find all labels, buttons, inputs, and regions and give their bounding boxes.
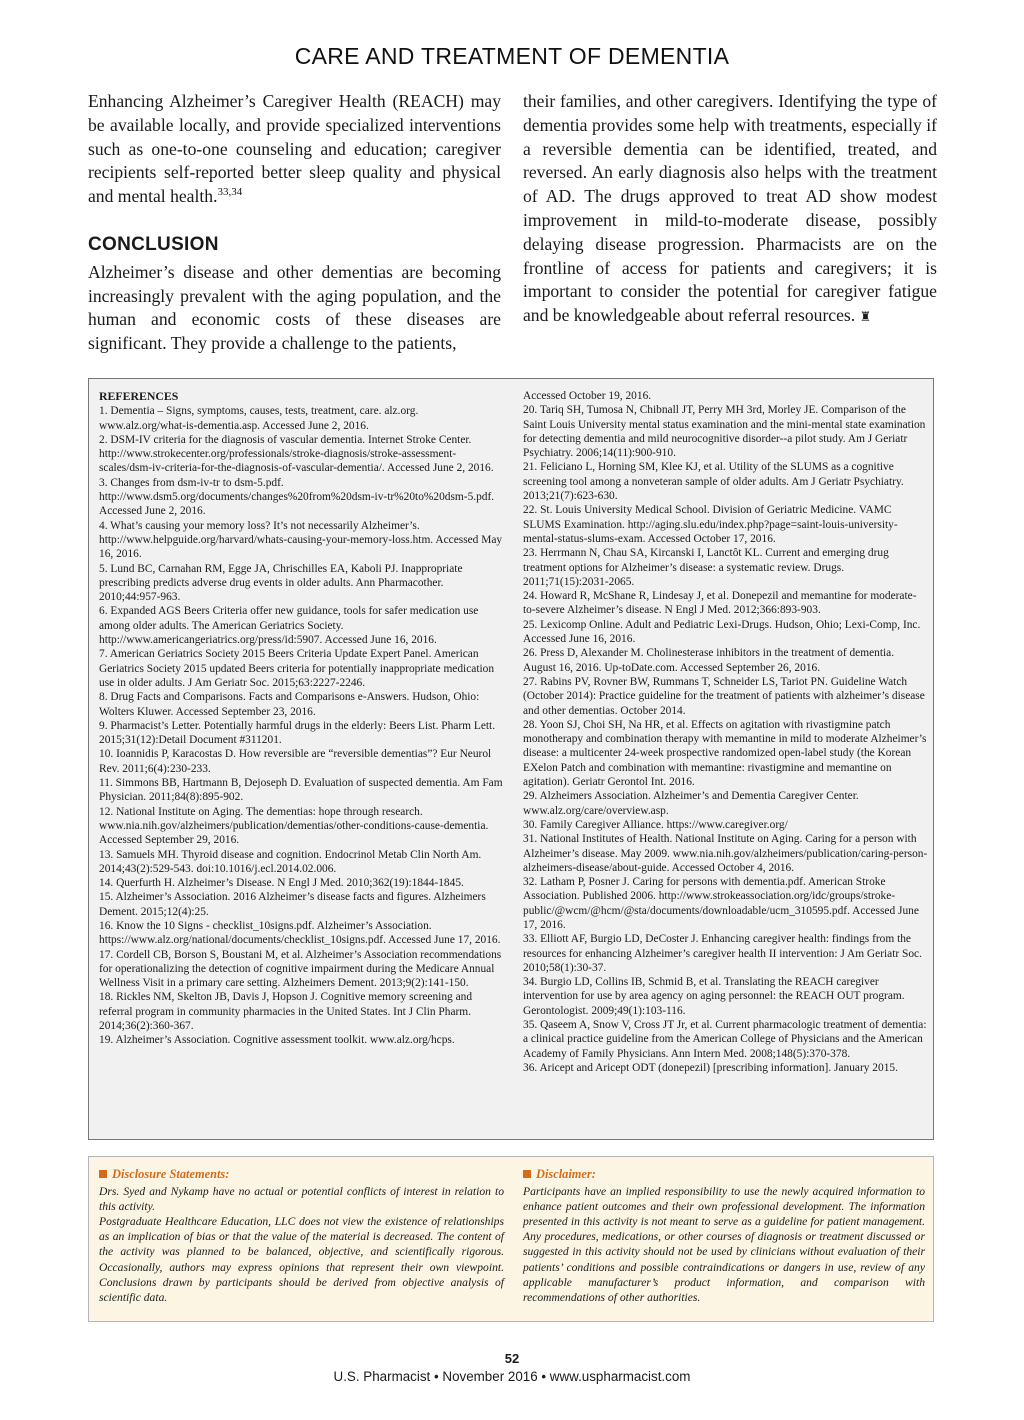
footer-publication-line: U.S. Pharmacist • November 2016 • www.uspharmacist.com bbox=[333, 1369, 691, 1384]
disclaimer-text: Participants have an implied responsibility to use the newly acquired information to enhance patient outcomes and their own professional development. The information presented in this activity is not meant to serve as a guideline for patient management. Any procedures, medications, or other courses of diagnosis or treatment discussed or suggested in this activity should not be used by clinicians without evaluation of their patients’ conditions and possible contraindications or dangers in use, review of any applicable manufacturer’s product information, and comparison with recommendations of other authorities. bbox=[523, 1185, 925, 1304]
disclosure-text-1: Drs. Syed and Nykamp have no actual or potential conflicts of interest in relation to this activity. bbox=[99, 1185, 504, 1214]
end-mark-icon: ♜ bbox=[859, 309, 872, 325]
reference-item: 9. Pharmacist’s Letter. Potentially harmful drugs in the elderly: Beers List. Pharm Lett. 2015;31(12):Detail Document #311201. bbox=[99, 719, 496, 747]
reference-item: 18. Rickles NM, Skelton JB, Davis J, Hopson J. Cognitive memory screening and referral program in community pharmacies in the United States. Int J Clin Pharm. 2014;36(2):360-367. bbox=[99, 991, 473, 1033]
conclusion-heading: CONCLUSION bbox=[88, 233, 219, 255]
reference-item: 3. Changes from dsm-iv-tr to dsm-5.pdf. http://www.dsm5.org/documents/changes%20from%20dsm-iv-tr%20to%20dsm-5.pdf. Accessed June 2, 2016. bbox=[99, 476, 495, 518]
reference-item: 10. Ioannidis P, Karacostas D. How reversible are “reversible dementias”? Eur Neurol Rev. 2011;6(4):230-233. bbox=[99, 748, 492, 775]
reference-item: 22. St. Louis University Medical School. Division of Geriatric Medicine. VAMC SLUMS Examination. http://aging.slu.edu/index.php?page=saint-louis-university-mental-status-slums-exam. Accessed October 17, 2016. bbox=[523, 504, 898, 545]
page-number: 52 bbox=[504, 1351, 520, 1366]
disclaimer-heading bbox=[523, 1167, 925, 1182]
reference-item: 25. Lexicomp Online. Adult and Pediatric Lexi-Drugs. Hudson, Ohio; Lexi-Comp, Inc. Accessed June 16, 2016. bbox=[523, 618, 921, 646]
page-header-title: CARE AND TREATMENT OF DEMENTIA bbox=[294, 43, 730, 69]
references-column-right bbox=[523, 389, 929, 1075]
reference-item: 26. Press D, Alexander M. Cholinesterase inhibitors in the treatment of dementia. August 16, 2016. Up-toDate.com. Accessed September 26, 2016. bbox=[523, 647, 895, 674]
body-column-right bbox=[523, 90, 937, 329]
reference-item: 23. Herrmann N, Chau SA, Kircanski I, Lanctôt KL. Current and emerging drug treatment options for Alzheimer’s disease: a systematic review. Drugs. 2011;71(15):2031-2065. bbox=[523, 547, 889, 588]
reference-item: 19. Alzheimer’s Association. Cognitive assessment toolkit. www.alz.org/hcps. bbox=[99, 1034, 455, 1047]
reference-item: 31. National Institutes of Health. National Institute on Aging. Caring for a person with Alzheimer’s disease. May 2009. www.nia.nih.gov/alzheimers/publication/caring-person-alzheimers-disease/about-guide. Accessed October 4, 2016. bbox=[523, 833, 928, 874]
reference-item: 6. Expanded AGS Beers Criteria offer new guidance, tools for safer medication use among older adults. The American Geriatrics Society. http://www.americangeriatrics.org/press/id:5907. Accessed June 16, 2016. bbox=[99, 605, 479, 647]
disclosure-heading bbox=[99, 1167, 504, 1182]
reference-item: 34. Burgio LD, Collins IB, Schmid B, et al. Translating the REACH caregiver intervention for use by area agency on aging personnel: the REACH OUT program. Gerontologist. 2009;49(1):103-116. bbox=[523, 976, 905, 1017]
body-column-left bbox=[88, 90, 501, 356]
reference-item: 30. Family Caregiver Alliance. https://www.caregiver.org/ bbox=[523, 818, 788, 831]
reference-item: 35. Qaseem A, Snow V, Cross JT Jr, et al. Current pharmacologic treatment of dementia: a clinical practice guideline from the American College of Physicians and the American Academy of Family Physicians. Ann Intern Med. 2008;148(5):370-378. bbox=[523, 1019, 927, 1060]
orange-square-icon bbox=[99, 1170, 107, 1178]
reference-item: 21. Feliciano L, Horning SM, Klee KJ, et al. Utility of the SLUMS as a cognitive screening tool among a nonveteran sample of older adults. Am J Geriatr Psychiatry. 2013;21(7):623-630. bbox=[523, 461, 904, 503]
reference-item: 8. Drug Facts and Comparisons. Facts and Comparisons e-Answers. Hudson, Ohio: Wolters Kluwer. Accessed September 23, 2016. bbox=[99, 691, 480, 718]
references-box bbox=[88, 378, 934, 1140]
reference-item: 1. Dementia – Signs, symptoms, causes, tests, treatment, care. alz.org. www.alz.org/what-is-dementia.asp. Accessed June 2, 2016. bbox=[99, 405, 419, 432]
reference-item: 5. Lund BC, Carnahan RM, Egge JA, Chrischilles EA, Kaboli PJ. Inappropriate prescribing predicts adverse drug events in older adults. Ann Pharmacother. 2010;44:957-963. bbox=[99, 562, 463, 604]
reference-item: 17. Cordell CB, Borson S, Boustani M, et al. Alzheimer’s Association recommendations for operationalizing the detection of cognitive impairment during the Medicare Annual Wellness Visit in a primary care setting. Alzheimers Dement. 2013;9(2):141-150. bbox=[99, 948, 502, 990]
disclosure-text-2: Postgraduate Healthcare Education, LLC does not view the existence of relationships as an implication of bias or that the value of the material is decreased. The content of the activity was planned to be balanced, objective, and scientifically rigorous. Occasionally, authors may express opinions that represent their own viewpoint. Conclusions drawn by participants should be derived from objective analysis of scientific data. bbox=[99, 1215, 504, 1304]
body-paragraph-reach bbox=[88, 90, 501, 209]
reference-item: 24. Howard R, McShane R, Lindesay J, et al. Donepezil and memantine for moderate-to-severe Alzheimer’s disease. N Engl J Med. 2012;366:893-903. bbox=[523, 590, 917, 617]
reference-item: 15. Alzheimer’s Association. 2016 Alzheimer’s disease facts and figures. Alzheimers Dement. 2015;12(4):25. bbox=[99, 891, 486, 918]
reference-item: 16. Know the 10 Signs - checklist_10signs.pdf. Alzheimer’s Association. https://www.alz.org/national/documents/checklist_10signs.pdf. Accessed June 17, 2016. bbox=[99, 919, 501, 947]
references-title: REFERENCES bbox=[99, 389, 179, 403]
disclaimer-column bbox=[523, 1167, 925, 1305]
reference-item: Accessed October 19, 2016. bbox=[523, 390, 652, 402]
disclosure-box bbox=[88, 1156, 934, 1322]
reference-item: 7. American Geriatrics Society 2015 Beers Criteria Update Expert Panel. American Geriatrics Society 2015 updated Beers criteria for potentially inappropriate medication use in older adults. J Am Geriatr Soc. 2015;63:2227-2246. bbox=[99, 648, 495, 689]
references-column-left bbox=[99, 389, 503, 1048]
disclosure-heading-text: Disclosure Statements: bbox=[112, 1167, 230, 1181]
body-paragraph-conclusion-cont bbox=[523, 90, 937, 329]
reference-item: 4. What’s causing your memory loss? It’s not necessarily Alzheimer’s. http://www.helpguide.org/harvard/whats-causing-your-memory-loss.htm. Accessed May 16, 2016. bbox=[99, 519, 503, 561]
conclusion-cont-text: their families, and other caregivers. Identifying the type of dementia provides some help with treatments, especially if a reversible dementia can be identified, treated, and reversed. An early diagnosis also helps with the treatment of AD. The drugs approved to treat AD show modest improvement in mild-to-moderate disease, possibly delaying disease progression. Pharmacists are on the frontline of access for patients and caregivers; it is important to consider the potential for caregiver fatigue and be knowledgeable about referral resources. bbox=[523, 91, 937, 326]
orange-square-icon bbox=[523, 1170, 531, 1178]
reference-item: 11. Simmons BB, Hartmann B, Dejoseph D. Evaluation of suspected dementia. Am Fam Physician. 2011;84(8):895-902. bbox=[99, 777, 503, 804]
citation-superscript: 33,34 bbox=[217, 186, 243, 199]
reference-item: 13. Samuels MH. Thyroid disease and cognition. Endocrinol Metab Clin North Am. 2014;43(2):529-543. doi:10.1016/j.ecl.2014.02.006. bbox=[99, 848, 482, 875]
reference-item: 33. Elliott AF, Burgio LD, DeCoster J. Enhancing caregiver health: findings from the resources for enhancing Alzheimer’s caregiver health II intervention: J Am Geriatr Soc. 2010;58(1):30-37. bbox=[523, 933, 922, 974]
reference-item: 28. Yoon SJ, Choi SH, Na HR, et al. Effects on agitation with rivastigmine patch monotherapy and combination therapy with memantine in mild to moderate Alzheimer’s disease: a multicenter 24-week prospective randomized open-label study (the Korean EXelon Patch and combination with memantine: rivastigmine and memantine on agitation). Geriatr Gerontol Int. 2016. bbox=[523, 718, 927, 789]
reference-item: 12. National Institute on Aging. The dementias: hope through research. www.nia.nih.gov/alzheimers/publication/dementias/other-conditions-cause-dementia. Accessed September 29, 2016. bbox=[99, 805, 489, 847]
reference-item: 29. Alzheimers Association. Alzheimer’s and Dementia Caregiver Center. www.alz.org/care/overview.asp. bbox=[523, 790, 859, 817]
reference-item: 36. Aricept and Aricept ODT (donepezil) [prescribing information]. January 2015. bbox=[523, 1061, 898, 1074]
reference-item: 32. Latham P, Posner J. Caring for persons with dementia.pdf. American Stroke Association. Published 2006. http://www.strokeassociation.org/idc/groups/stroke-public/@wcm/@hcm/@sta/documents/downloadable/ucm_310595.pdf. Accessed June 17, 2016. bbox=[523, 876, 919, 931]
reference-item: 20. Tariq SH, Tumosa N, Chibnall JT, Perry MH 3rd, Morley JE. Comparison of the Saint Louis University mental status examination and the mini-mental state examination for detecting dementia and mild neurocognitive disorder--a pilot study. Am J Geriatr Psychiatry. 2006;14(11):900-910. bbox=[523, 404, 926, 460]
reach-text: Enhancing Alzheimer’s Caregiver Health (REACH) may be available locally, and provide specialized interventions such as one-to-one counseling and education; caregiver recipients self-reported better sleep quality and physical and mental health. bbox=[88, 91, 501, 207]
disclaimer-heading-text: Disclaimer: bbox=[536, 1167, 596, 1181]
reference-item: 2. DSM-IV criteria for the diagnosis of vascular dementia. Internet Stroke Center. http://www.strokecenter.org/professionals/stroke-diagnosis/stroke-assessment-scales/dsm-iv-criteria-for-the-diagnosis-of-vascular-dementia/. Accessed June 2, 2016. bbox=[99, 433, 494, 475]
disclosure-column bbox=[99, 1167, 504, 1305]
reference-item: 27. Rabins PV, Rovner BW, Rummans T, Schneider LS, Tariot PN. Guideline Watch (October 2014): Practice guideline for the treatment of patients with alzheimer’s disease and other dementias. October 2014. bbox=[523, 675, 925, 717]
reference-item: 14. Querfurth H. Alzheimer’s Disease. N Engl J Med. 2010;362(19):1844-1845. bbox=[99, 877, 464, 890]
body-paragraph-conclusion: Alzheimer’s disease and other dementias are becoming increasingly prevalent with the aging population, and the human and economic costs of these diseases are significant. They provide a challenge to the patients, bbox=[88, 261, 501, 354]
